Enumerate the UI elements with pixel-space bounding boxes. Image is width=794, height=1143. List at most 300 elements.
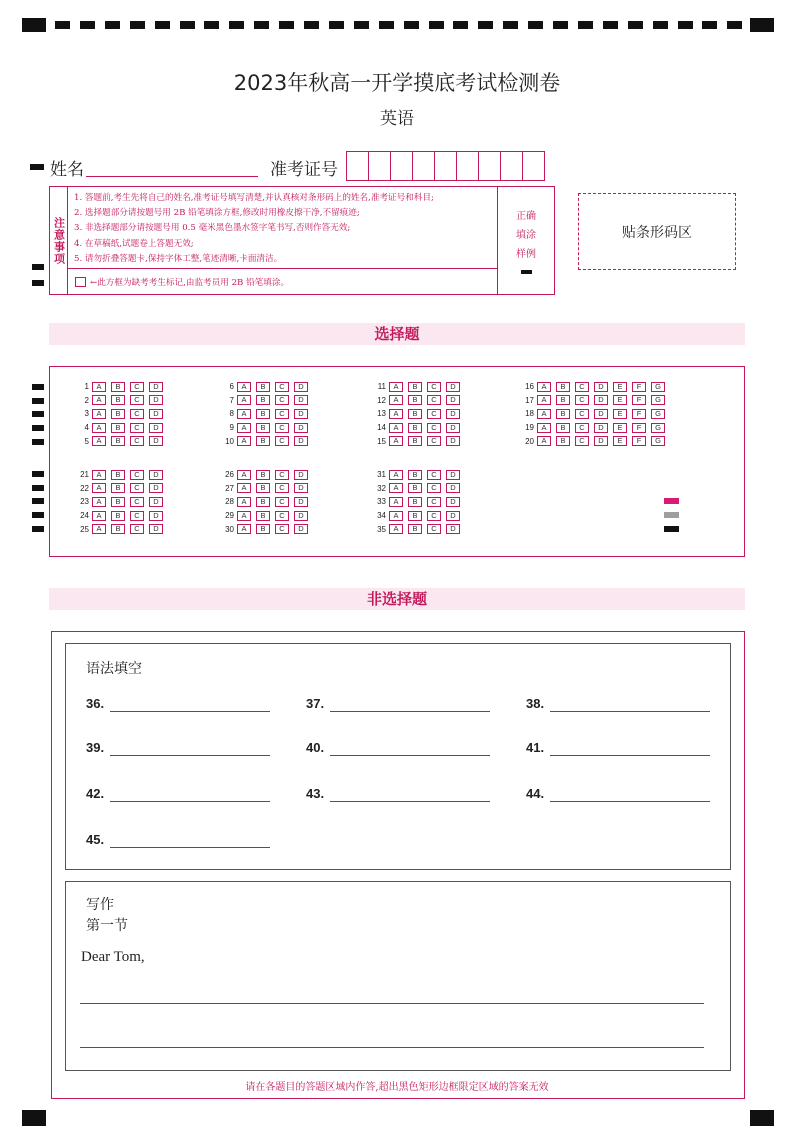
answer-bubble[interactable]: C	[427, 395, 441, 405]
answer-bubble[interactable]: A	[92, 436, 106, 446]
answer-bubble[interactable]: D	[446, 497, 460, 507]
answer-bubble[interactable]: A	[537, 409, 551, 419]
answer-bubble[interactable]: B	[256, 382, 270, 392]
blank-number: 41.	[526, 740, 545, 755]
timing-mark	[32, 384, 44, 390]
answer-bubble[interactable]: A	[92, 382, 106, 392]
answer-bubble[interactable]: D	[149, 511, 163, 521]
mc-question	[220, 510, 313, 521]
answer-bubble[interactable]: C	[130, 470, 144, 480]
answer-bubble[interactable]: B	[256, 511, 270, 521]
answer-bubble[interactable]: B	[256, 409, 270, 419]
answer-bubble[interactable]: B	[111, 382, 125, 392]
answer-bubble[interactable]: A	[389, 409, 403, 419]
blank-number: 40.	[306, 740, 325, 755]
grammar-blank[interactable]	[86, 696, 104, 711]
timing-mark	[180, 21, 195, 29]
answer-bubble[interactable]: D	[149, 436, 163, 446]
blank-line[interactable]	[330, 801, 490, 802]
answer-bubble[interactable]: F	[632, 436, 646, 446]
answer-bubble[interactable]: D	[446, 470, 460, 480]
mc-question	[75, 408, 168, 419]
answer-bubble[interactable]: D	[594, 395, 608, 405]
mc-question	[220, 408, 313, 419]
answer-bubble[interactable]: B	[408, 409, 422, 419]
blank-line[interactable]	[110, 711, 270, 712]
mc-question	[520, 381, 670, 392]
blank-line[interactable]	[330, 755, 490, 756]
question-number: 6	[229, 382, 234, 391]
blank-number: 38.	[526, 696, 545, 711]
answer-bubble[interactable]: D	[446, 511, 460, 521]
answer-bubble[interactable]: C	[275, 511, 289, 521]
mc-question	[372, 496, 465, 507]
mc-question	[220, 469, 313, 480]
mc-question	[75, 422, 168, 433]
timing-mark	[329, 21, 344, 29]
answer-bubble[interactable]: B	[111, 511, 125, 521]
timing-mark-notice-2	[32, 280, 44, 286]
answer-bubble[interactable]: D	[294, 436, 308, 446]
timing-mark	[478, 21, 493, 29]
answer-bubble[interactable]: A	[92, 483, 106, 493]
name-label: 姓名	[50, 160, 84, 180]
color-sample	[664, 512, 679, 518]
timing-mark	[229, 21, 244, 29]
answer-bubble[interactable]: C	[275, 483, 289, 493]
answer-bubble[interactable]: D	[446, 483, 460, 493]
grammar-blank[interactable]	[526, 786, 544, 801]
example-fill-mark	[521, 270, 532, 274]
timing-mark	[653, 21, 668, 29]
answer-bubble[interactable]: D	[294, 423, 308, 433]
answer-bubble[interactable]: A	[92, 524, 106, 534]
blank-line[interactable]	[110, 755, 270, 756]
answer-bubble[interactable]: A	[389, 423, 403, 433]
answer-bubble[interactable]: C	[130, 382, 144, 392]
answer-bubble[interactable]: D	[294, 497, 308, 507]
answer-bubble[interactable]: D	[294, 395, 308, 405]
mc-question	[372, 483, 465, 494]
corner-mark-bottom-left	[22, 1110, 46, 1126]
mc-question	[75, 483, 168, 494]
timing-mark	[204, 21, 219, 29]
answer-bubble[interactable]: D	[594, 436, 608, 446]
answer-bubble[interactable]: C	[130, 511, 144, 521]
answer-bubble[interactable]: D	[149, 395, 163, 405]
answer-bubble[interactable]: E	[613, 423, 627, 433]
answer-bubble[interactable]: D	[149, 382, 163, 392]
answer-bubble[interactable]: D	[594, 409, 608, 419]
answer-bubble[interactable]: B	[111, 497, 125, 507]
answer-bubble[interactable]: A	[537, 382, 551, 392]
answer-bubble[interactable]: F	[632, 395, 646, 405]
mc-question	[75, 496, 168, 507]
answer-bubble[interactable]: C	[275, 497, 289, 507]
writing-section	[65, 881, 731, 1071]
answer-bubble[interactable]: B	[256, 497, 270, 507]
grammar-blank[interactable]	[86, 832, 104, 847]
answer-bubble[interactable]: A	[92, 395, 106, 405]
section-multiple-choice: 选择题	[49, 323, 745, 345]
question-number: 11	[377, 382, 386, 391]
answer-bubble[interactable]: A	[92, 511, 106, 521]
notice-item: 3. 非选择题部分请按题号用 0.5 毫米黑色墨水签字笔书写,否则作答无效;	[74, 223, 351, 234]
mc-question	[220, 524, 313, 535]
notice-item: 4. 在草稿纸,试题卷上答题无效;	[74, 238, 194, 249]
blank-line[interactable]	[550, 711, 710, 712]
mc-question	[372, 469, 465, 480]
mc-question	[75, 510, 168, 521]
mc-question	[372, 395, 465, 406]
question-number: 20	[525, 436, 534, 446]
answer-bubble[interactable]: A	[92, 409, 106, 419]
blank-number: 37.	[306, 696, 325, 711]
answer-bubble[interactable]: D	[149, 409, 163, 419]
timing-mark	[32, 485, 44, 491]
question-number: 26	[225, 470, 234, 479]
timing-mark	[404, 21, 419, 29]
mc-question	[372, 510, 465, 521]
answer-bubble[interactable]: D	[294, 382, 308, 392]
timing-mark	[304, 21, 319, 29]
timing-mark	[727, 21, 742, 29]
answer-bubble[interactable]: F	[632, 382, 646, 392]
answer-bubble[interactable]: B	[408, 511, 422, 521]
question-number: 23	[80, 497, 89, 507]
mc-question	[75, 381, 168, 392]
mc-question	[372, 524, 465, 535]
answer-bubble[interactable]: D	[446, 423, 460, 433]
corner-mark-top-left	[22, 18, 46, 32]
answer-bubble[interactable]: B	[556, 423, 570, 433]
answer-bubble[interactable]: C	[130, 409, 144, 419]
answer-bubble[interactable]: D	[149, 470, 163, 480]
timing-mark	[32, 425, 44, 431]
question-number: 18	[525, 409, 534, 419]
answer-bubble[interactable]: G	[651, 395, 665, 405]
notice-item: 1. 答题前,考生先将自己的姓名,准考证号填写清楚,并认真核对条形码上的姓名,准考证号和科目;	[74, 193, 434, 203]
answer-bubble[interactable]: G	[651, 409, 665, 419]
timing-mark	[155, 21, 170, 29]
question-number: 28	[225, 497, 234, 507]
answer-bubble[interactable]: A	[237, 409, 251, 419]
absent-checkbox[interactable]	[75, 277, 86, 287]
answer-bubble[interactable]: D	[294, 483, 308, 493]
answer-bubble[interactable]: D	[294, 470, 308, 480]
blank-line[interactable]	[550, 801, 710, 802]
answer-bubble[interactable]: A	[537, 395, 551, 405]
answer-bubble[interactable]: A	[92, 423, 106, 433]
question-number: 16	[525, 382, 534, 391]
grammar-blank[interactable]	[306, 740, 324, 755]
answer-bubble[interactable]: B	[408, 382, 422, 392]
timing-mark	[628, 21, 643, 29]
answer-bubble[interactable]: C	[427, 423, 441, 433]
answer-bubble[interactable]: A	[389, 524, 403, 534]
example-label: 填涂	[516, 230, 536, 241]
question-number: 35	[377, 524, 386, 534]
blank-number: 45.	[86, 832, 105, 847]
question-number: 17	[525, 395, 534, 405]
absent-mark-note	[75, 276, 289, 288]
mc-question	[220, 436, 313, 447]
answer-bubble[interactable]: C	[275, 382, 289, 392]
answer-bubble[interactable]: B	[111, 483, 125, 493]
notice-side-label: 注意事项	[50, 187, 68, 294]
timing-mark	[279, 21, 294, 29]
answer-bubble[interactable]: F	[632, 423, 646, 433]
question-number: 1	[84, 382, 89, 391]
answer-bubble[interactable]: A	[237, 423, 251, 433]
answer-bubble[interactable]: E	[613, 395, 627, 405]
answer-bubble[interactable]: D	[149, 497, 163, 507]
absent-note-text: ←此方框为缺考考生标记,由监考员用 2B 铅笔填涂。	[90, 278, 290, 288]
name-field[interactable]	[86, 176, 258, 177]
answer-bubble[interactable]: A	[92, 470, 106, 480]
answer-bubble[interactable]: A	[237, 470, 251, 480]
writing-line[interactable]	[80, 1047, 704, 1048]
answer-bubble[interactable]: A	[237, 382, 251, 392]
mc-question	[372, 381, 465, 392]
answer-bubble[interactable]: B	[111, 423, 125, 433]
timing-mark	[578, 21, 593, 29]
answer-bubble[interactable]: D	[294, 511, 308, 521]
timing-mark-name	[30, 164, 44, 170]
mc-question	[220, 395, 313, 406]
answer-bubble[interactable]: B	[408, 524, 422, 534]
answer-bubble[interactable]: B	[556, 409, 570, 419]
blank-number: 36.	[86, 696, 105, 711]
answer-bubble[interactable]: C	[427, 511, 441, 521]
answer-bubble[interactable]: A	[389, 511, 403, 521]
mc-question	[520, 395, 670, 406]
answer-bubble[interactable]: A	[92, 497, 106, 507]
timing-mark	[32, 439, 44, 445]
timing-mark	[32, 526, 44, 532]
ticket-number-boxes[interactable]	[347, 151, 545, 181]
notice-item: 5. 请勿折叠答题卡,保持字体工整,笔迹清晰,卡面清洁。	[74, 253, 283, 264]
answer-bubble[interactable]: G	[651, 423, 665, 433]
answer-bubble[interactable]: C	[575, 395, 589, 405]
timing-mark-notice-1	[32, 264, 44, 270]
answer-bubble[interactable]: B	[556, 395, 570, 405]
question-number: 32	[377, 483, 386, 493]
answer-bubble[interactable]: B	[111, 524, 125, 534]
answer-bubble[interactable]: B	[256, 423, 270, 433]
answer-bubble[interactable]: B	[408, 436, 422, 446]
answer-bubble[interactable]: A	[389, 470, 403, 480]
question-number: 9	[229, 423, 234, 433]
answer-bubble[interactable]: D	[294, 524, 308, 534]
answer-bubble[interactable]: A	[537, 436, 551, 446]
timing-mark	[32, 411, 44, 417]
answer-bubble[interactable]: B	[256, 483, 270, 493]
notice-item: 2. 选择题部分请按题号用 2B 铅笔填涂方框,修改时用橡皮擦干净,不留痕迹;	[74, 208, 360, 219]
mc-question	[220, 422, 313, 433]
answer-bubble[interactable]: D	[446, 382, 460, 392]
answer-bubble[interactable]: C	[130, 436, 144, 446]
question-number: 4	[84, 423, 89, 433]
timing-mark	[702, 21, 717, 29]
question-number: 5	[84, 436, 89, 446]
answer-bubble[interactable]: C	[275, 524, 289, 534]
grammar-blank[interactable]	[526, 740, 544, 755]
corner-mark-bottom-right	[750, 1110, 774, 1126]
answer-bubble[interactable]: B	[556, 436, 570, 446]
answer-bubble[interactable]: C	[275, 423, 289, 433]
grammar-blank[interactable]	[526, 696, 544, 711]
question-number: 24	[80, 511, 89, 521]
answer-bubble[interactable]: D	[149, 483, 163, 493]
answer-bubble[interactable]: B	[408, 497, 422, 507]
blank-number: 43.	[306, 786, 325, 801]
answer-bubble[interactable]: C	[575, 382, 589, 392]
blank-number: 42.	[86, 786, 105, 801]
answer-bubble[interactable]: C	[427, 483, 441, 493]
answer-bubble[interactable]: D	[149, 423, 163, 433]
answer-bubble[interactable]: E	[613, 436, 627, 446]
answer-bubble[interactable]: A	[237, 511, 251, 521]
answer-bubble[interactable]: B	[256, 436, 270, 446]
timing-mark	[379, 21, 394, 29]
answer-bubble[interactable]: D	[594, 423, 608, 433]
answer-bubble[interactable]: B	[111, 409, 125, 419]
answer-bubble[interactable]: C	[130, 524, 144, 534]
answer-bubble[interactable]: C	[130, 483, 144, 493]
question-number: 31	[377, 470, 386, 479]
question-number: 15	[377, 436, 386, 446]
timing-mark	[553, 21, 568, 29]
answer-bubble[interactable]: B	[111, 395, 125, 405]
answer-bubble[interactable]: C	[575, 423, 589, 433]
answer-bubble[interactable]: B	[256, 470, 270, 480]
answer-bubble[interactable]: A	[389, 436, 403, 446]
writing-salutation: Dear Tom,	[81, 949, 145, 965]
answer-bubble[interactable]: C	[130, 423, 144, 433]
answer-bubble[interactable]: C	[427, 382, 441, 392]
answer-bubble[interactable]: D	[446, 436, 460, 446]
answer-bubble[interactable]: B	[408, 423, 422, 433]
writing-heading: 写作	[86, 897, 114, 913]
answer-bubble[interactable]: E	[613, 382, 627, 392]
question-number: 27	[225, 483, 234, 493]
answer-bubble[interactable]: B	[256, 524, 270, 534]
mc-question	[220, 496, 313, 507]
answer-bubble[interactable]: C	[427, 470, 441, 480]
blank-line[interactable]	[110, 801, 270, 802]
answer-bubble[interactable]: C	[275, 436, 289, 446]
answer-bubble[interactable]: A	[237, 483, 251, 493]
answer-bubble[interactable]: A	[389, 497, 403, 507]
timing-mark	[254, 21, 269, 29]
answer-bubble[interactable]: C	[275, 395, 289, 405]
answer-bubble[interactable]: A	[237, 524, 251, 534]
question-number: 13	[377, 409, 386, 419]
answer-bubble[interactable]: A	[389, 382, 403, 392]
timing-mark	[528, 21, 543, 29]
answer-bubble[interactable]: B	[408, 395, 422, 405]
answer-bubble[interactable]: C	[275, 470, 289, 480]
answer-bubble[interactable]: C	[575, 409, 589, 419]
grammar-blank[interactable]	[306, 696, 324, 711]
blank-number: 39.	[86, 740, 105, 755]
question-number: 29	[225, 511, 234, 521]
answer-bubble[interactable]: A	[237, 395, 251, 405]
answer-bubble[interactable]: B	[556, 382, 570, 392]
timing-mark	[32, 398, 44, 404]
answer-bubble[interactable]: G	[651, 436, 665, 446]
timing-mark	[32, 498, 44, 504]
answer-bubble[interactable]: A	[389, 483, 403, 493]
answer-bubble[interactable]: B	[408, 483, 422, 493]
answer-bubble[interactable]: A	[237, 497, 251, 507]
question-number: 3	[84, 409, 89, 419]
example-label: 正确	[516, 211, 536, 222]
mc-question	[520, 436, 670, 447]
question-number: 25	[80, 524, 89, 534]
timing-mark	[603, 21, 618, 29]
corner-mark-top-right	[750, 18, 774, 32]
mc-question	[520, 408, 670, 419]
timing-mark	[453, 21, 468, 29]
answer-bubble[interactable]: D	[294, 409, 308, 419]
answer-bubble[interactable]: B	[408, 470, 422, 480]
answer-bubble[interactable]: F	[632, 409, 646, 419]
answer-bubble[interactable]: G	[651, 382, 665, 392]
question-number: 30	[225, 524, 234, 534]
answer-bubble[interactable]: B	[111, 436, 125, 446]
answer-bubble[interactable]: E	[613, 409, 627, 419]
example-label: 样例	[516, 249, 536, 260]
blank-line[interactable]	[550, 755, 710, 756]
answer-bubble[interactable]: C	[275, 409, 289, 419]
writing-line[interactable]	[80, 1003, 704, 1004]
answer-bubble[interactable]: C	[427, 436, 441, 446]
answer-bubble[interactable]: C	[130, 395, 144, 405]
section-non-choice: 非选择题	[49, 588, 745, 610]
page-title: 2023年秋高一开学摸底考试检测卷	[233, 71, 561, 95]
color-sample	[664, 498, 679, 504]
grammar-blank[interactable]	[86, 740, 104, 755]
answer-bubble[interactable]: A	[537, 423, 551, 433]
answer-bubble[interactable]: D	[594, 382, 608, 392]
blank-line[interactable]	[110, 847, 270, 848]
timing-mark	[80, 21, 95, 29]
answer-bubble[interactable]: D	[446, 395, 460, 405]
grammar-blank[interactable]	[86, 786, 104, 801]
answer-bubble[interactable]: C	[427, 497, 441, 507]
answer-bubble[interactable]: B	[111, 470, 125, 480]
answer-bubble[interactable]: D	[446, 409, 460, 419]
answer-bubble[interactable]: C	[575, 436, 589, 446]
barcode-area	[578, 193, 736, 270]
answer-bubble[interactable]: D	[446, 524, 460, 534]
answer-bubble[interactable]: C	[130, 497, 144, 507]
answer-bubble[interactable]: A	[389, 395, 403, 405]
mc-question	[372, 408, 465, 419]
grammar-blank[interactable]	[306, 786, 324, 801]
question-number: 21	[80, 470, 89, 479]
mc-question	[520, 422, 670, 433]
answer-bubble[interactable]: D	[149, 524, 163, 534]
answer-bubble[interactable]: B	[256, 395, 270, 405]
answer-bubble[interactable]: C	[427, 409, 441, 419]
mc-question	[220, 381, 313, 392]
answer-bubble[interactable]: A	[237, 436, 251, 446]
blank-line[interactable]	[330, 711, 490, 712]
answer-bubble[interactable]: C	[427, 524, 441, 534]
